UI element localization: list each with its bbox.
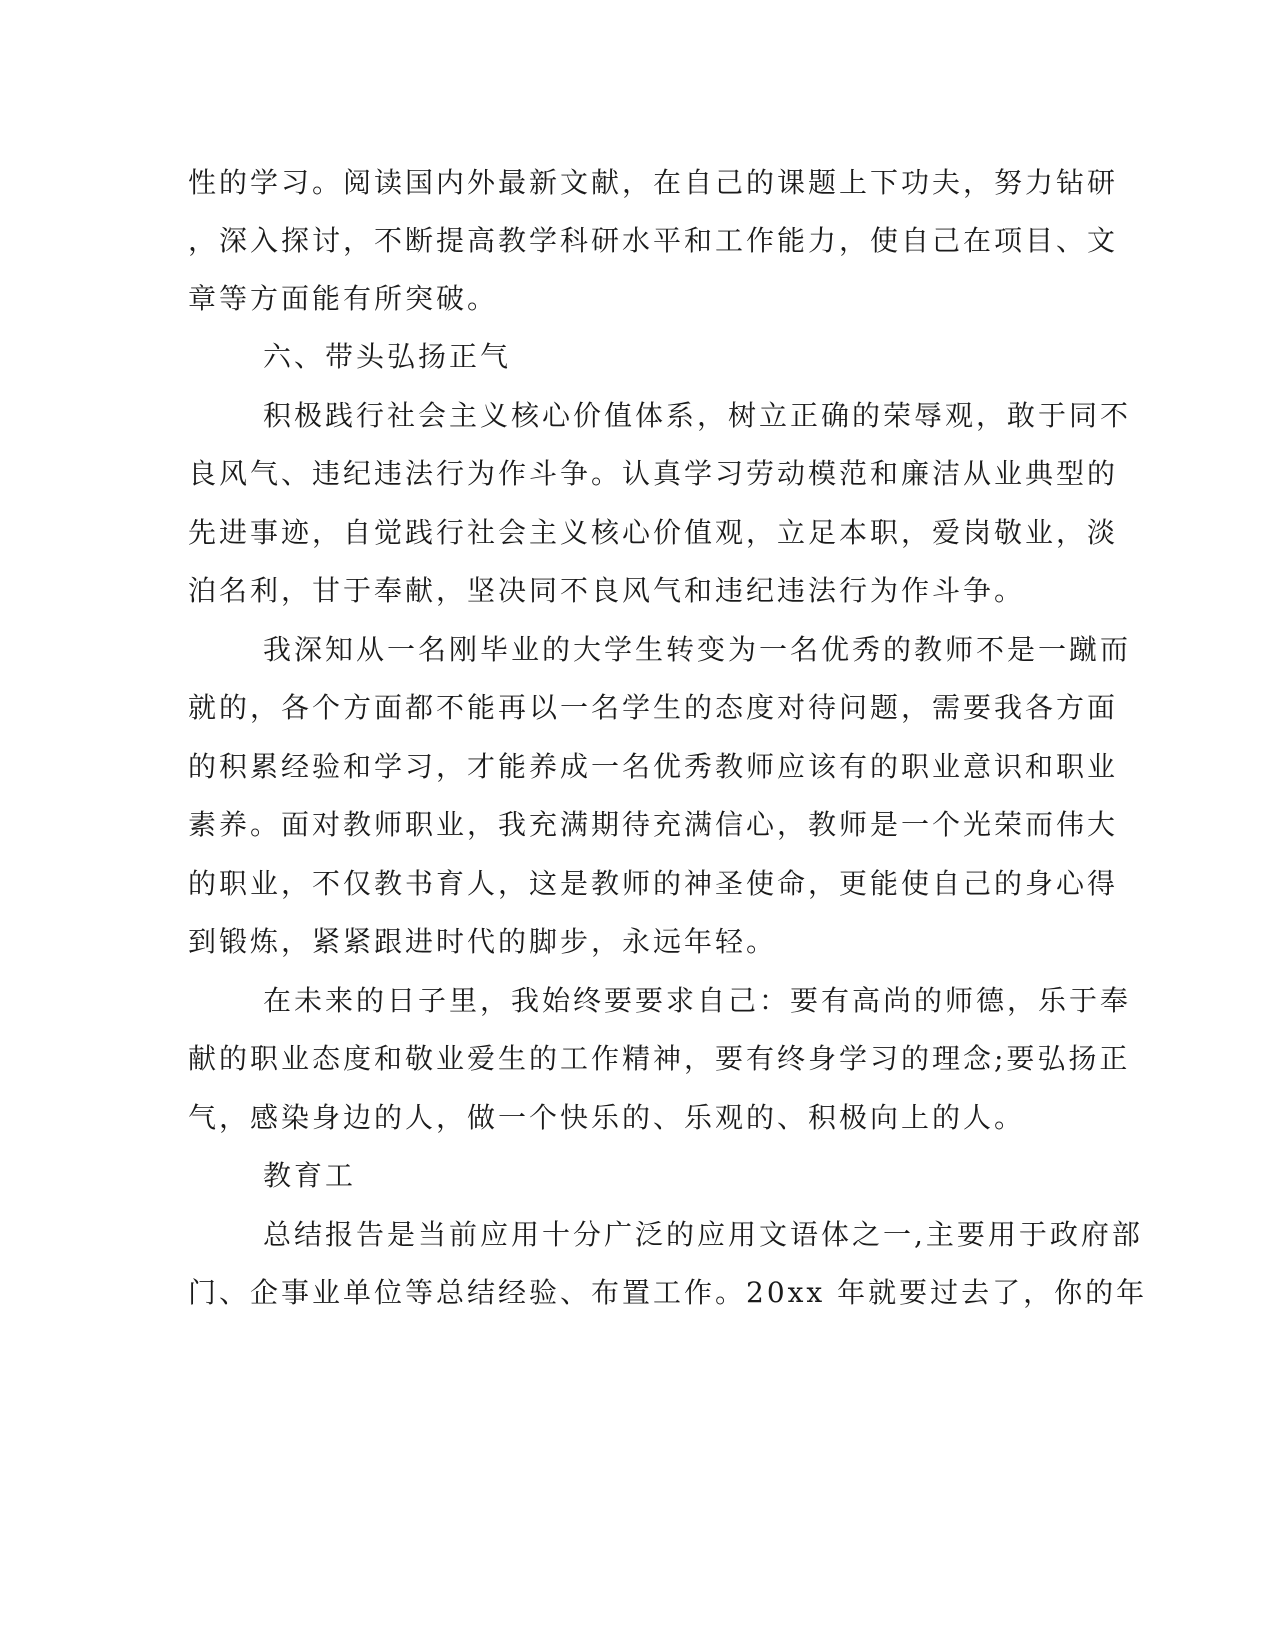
- text-line: 就的，各个方面都不能再以一名学生的态度对待问题，需要我各方面: [188, 691, 1119, 724]
- text-line: 到锻炼，紧紧跟进时代的脚步，永远年轻。: [188, 925, 778, 958]
- text-line: 积极践行社会主义核心价值体系，树立正确的荣辱观，敢于同不: [263, 399, 1132, 432]
- text-line: 性的学习。阅读国内外最新文献，在自己的课题上下功夫，努力钻研: [188, 166, 1119, 199]
- text-line: 素养。面对教师职业，我充满期待充满信心，教师是一个光荣而伟大: [188, 808, 1119, 841]
- text-line: 的职业，不仅教书育人，这是教师的神圣使命，更能使自己的身心得: [188, 867, 1119, 900]
- text-line: 章等方面能有所突破。: [188, 282, 499, 315]
- section-heading: 教育工: [263, 1159, 357, 1192]
- section-heading: 六、带头弘扬正气: [263, 340, 512, 373]
- text-line: 我深知从一名刚毕业的大学生转变为一名优秀的教师不是一蹴而: [263, 633, 1132, 666]
- text-line: 的积累经验和学习，才能养成一名优秀教师应该有的职业意识和职业: [188, 750, 1119, 783]
- text-line: ，深入探讨，不断提高教学科研水平和工作能力，使自己在项目、文: [188, 224, 1119, 257]
- text-line: 气，感染身边的人，做一个快乐的、乐观的、积极向上的人。: [188, 1101, 1026, 1134]
- text-line: 在未来的日子里，我始终要要求自己：要有高尚的师德，乐于奉: [263, 984, 1132, 1017]
- text-line: 良风气、违纪违法行为作斗争。认真学习劳动模范和廉洁从业典型的: [188, 457, 1119, 490]
- text-line: 门、企事业单位等总结经验、布置工作。20xx 年就要过去了，你的年: [188, 1276, 1148, 1309]
- text-line: 献的职业态度和敬业爱生的工作精神，要有终身学习的理念;要弘扬正: [188, 1042, 1131, 1075]
- text-line: 先进事迹，自觉践行社会主义核心价值观，立足本职，爱岗敬业，淡: [188, 516, 1119, 549]
- text-line: 总结报告是当前应用十分广泛的应用文语体之一,主要用于政府部: [263, 1218, 1143, 1251]
- text-line: 泊名利，甘于奉献，坚决同不良风气和违纪违法行为作斗争。: [188, 574, 1026, 607]
